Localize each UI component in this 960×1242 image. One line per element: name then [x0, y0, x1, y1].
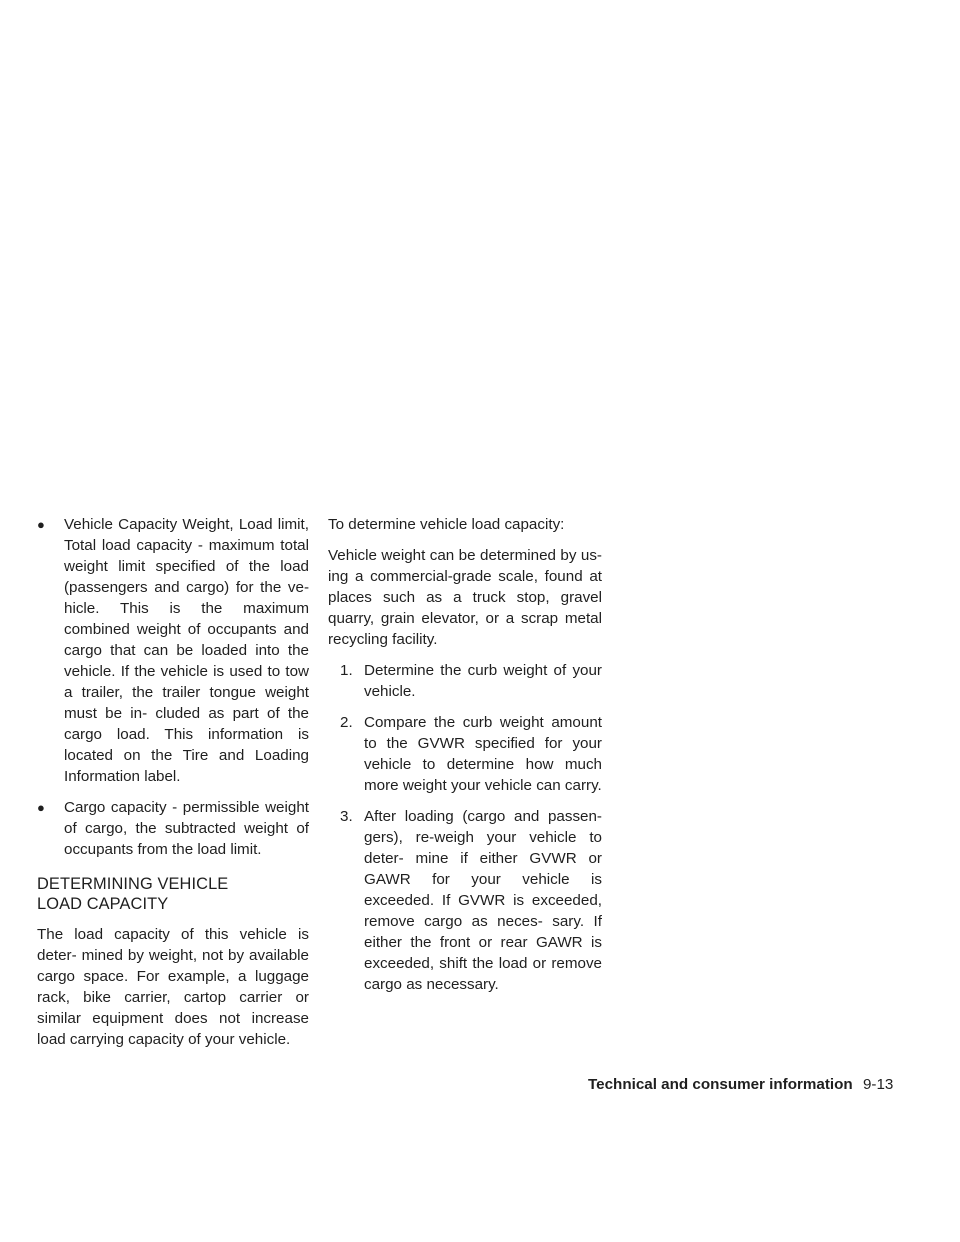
page-footer — [588, 1075, 893, 1095]
bullet-text: Vehicle Capacity Weight, Load limit, Total load capacity - maximum total weight limit specified of the load (passengers and cargo) for the ve- hicle. This is the maximum combined weight of occupants and cargo that can be loaded into the vehicle. If the vehicle is used to tow a trailer, the trailer tongue weight must be in- cluded as part of the cargo load. This information is located on the Tire and Loading Information label. — [64, 516, 309, 785]
step-number: 3. — [340, 808, 353, 825]
page-number: 9-13 — [862, 1076, 894, 1093]
step-item — [328, 660, 602, 702]
step-text: After loading (cargo and passen- gers), re-weigh your vehicle to deter- mine if either GVWR or GAWR for your vehicle is exceeded. If GVWR is exceeded, remove cargo as neces- sary. If either the front or rear GAWR is exceeded, shift the load or remove cargo as necessary. — [364, 808, 602, 993]
step-item — [328, 712, 602, 796]
footer-section-title: Technical and consumer information — [588, 1076, 853, 1093]
step-number: 1. — [340, 662, 353, 679]
right-column — [328, 514, 602, 1005]
left-column — [37, 514, 309, 1060]
step-text: Compare the curb weight amount to the GVWR specified for your vehicle to determine how much more weight your vehicle can carry. — [364, 714, 602, 794]
load-capacity-paragraph: The load capacity of this vehicle is deter- mined by weight, not by available cargo space. For example, a luggage rack, bike carrier, cartop carrier or similar equipment does not increase load carrying capacity of your vehicle. — [37, 926, 309, 1048]
bullet-icon: ● — [37, 517, 45, 532]
scale-paragraph: Vehicle weight can be determined by us- ing a commercial-grade scale, found at places such as a truck stop, gravel quarry, grain elevator, or a scrap metal recycling facility. — [328, 547, 602, 648]
intro-text: To determine vehicle load capacity: — [328, 516, 565, 533]
step-text: Determine the curb weight of your vehicle. — [364, 662, 602, 700]
bullet-text: Cargo capacity - permissible weight of cargo, the subtracted weight of occupants from the load limit. — [64, 799, 309, 858]
bullet-item — [37, 514, 309, 787]
step-number: 2. — [340, 714, 353, 731]
section-heading: DETERMINING VEHICLE LOAD CAPACITY — [37, 875, 229, 913]
bullet-item — [37, 797, 309, 860]
bullet-icon: ● — [37, 800, 45, 815]
step-item — [328, 806, 602, 995]
